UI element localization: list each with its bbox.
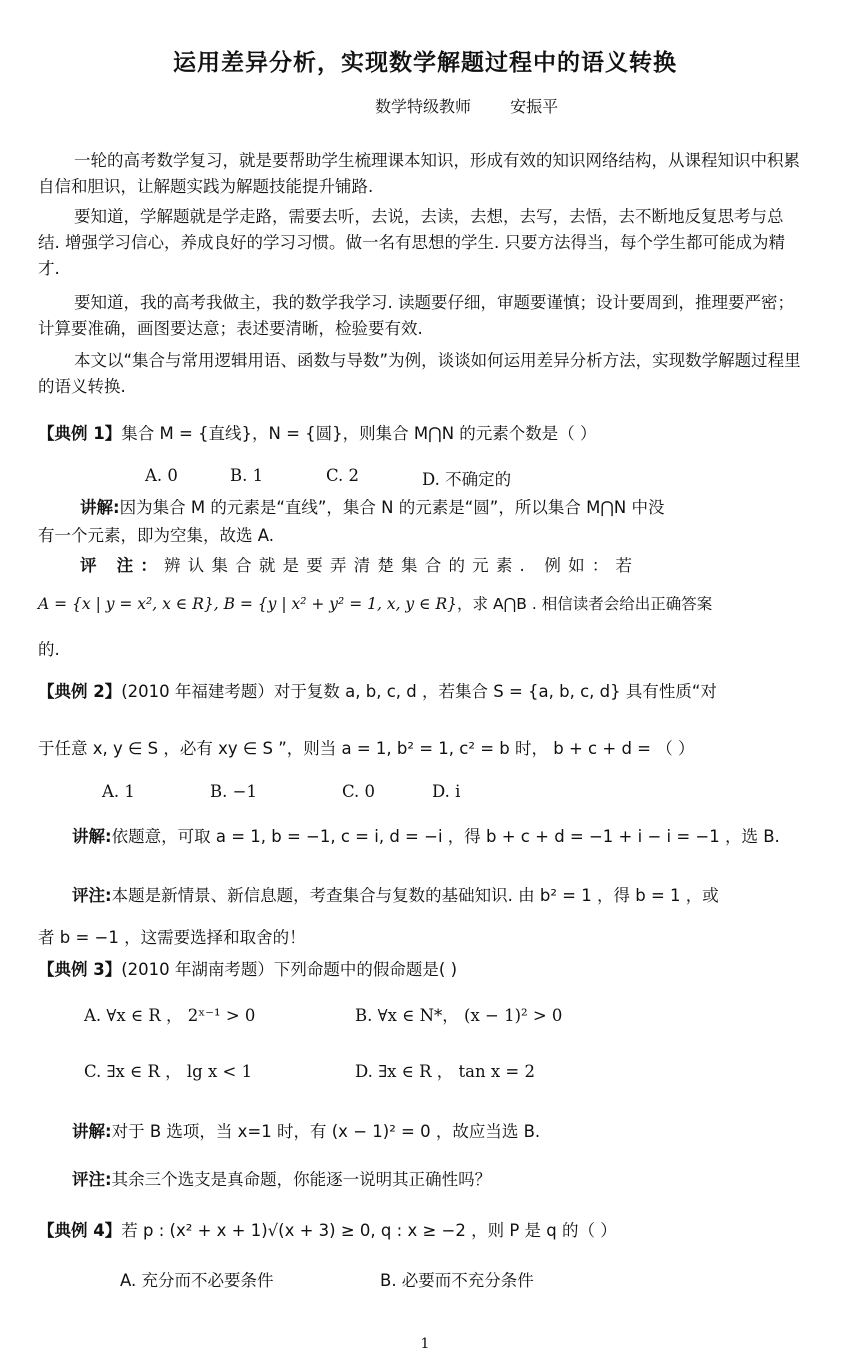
intro-paragraph: 一轮的高考数学复习，就是要帮助学生梳理课本知识，形成有效的知识网络结构，从课程知识中积累自信和胆识，让解题实践为解题技能提升铺路. bbox=[38, 151, 800, 196]
example-stem-text: (2010 年湖南考题）下列命题中的假命题是( ) bbox=[121, 960, 458, 979]
comment-line bbox=[72, 1166, 802, 1190]
explanation-line: 有一个元素，即为空集，故选 A. bbox=[38, 526, 274, 545]
comment-line bbox=[80, 552, 800, 576]
example-stem-text: 集合 M = {直线}，N = {圆}，则集合 M⋂N 的元素个数是（ ） bbox=[121, 424, 597, 443]
option-b: B. −1 bbox=[210, 782, 257, 801]
explanation-text: 因为集合 M 的元素是“直线”，集合 N 的元素是“圆”，所以集合 M⋂N 中没 bbox=[119, 498, 665, 517]
option-b: B. 1 bbox=[230, 466, 264, 485]
intro-paragraph: 要知道，学解题就是学走路，需要去听，去说，去读，去想，去写，去悟，去不断地反复思考与总结. 增强学习信心，养成良好的学习习惯。做一名有思想的学生. 只要方法得当，每个学生都可能成为精才. bbox=[38, 207, 785, 278]
example-label: 【典例 2】 bbox=[38, 682, 122, 701]
option-a: A. 0 bbox=[145, 466, 178, 485]
example-4-stem bbox=[38, 1217, 808, 1241]
option-d: D. ∃x ∈ R ， tan x = 2 bbox=[355, 1062, 535, 1081]
author-line bbox=[375, 94, 558, 117]
comment-line bbox=[72, 882, 802, 906]
intro-paragraph: 要知道，我的高考我做主，我的数学我学习. 读题要仔细，审题要谨慎；设计要周到，推理要严密；计算要准确，画图要达意；表述要清晰，检验要有效. bbox=[38, 293, 794, 338]
example-2-stem: 于任意 x, y ∈ S ，必有 xy ∈ S ”，则当 a = 1, b² = 1, c² = b 时， b + c + d = （ ） bbox=[38, 739, 695, 758]
comment-text: ，求 A⋂B . 相信读者会给出正确答案 bbox=[457, 595, 713, 613]
option-c: C. 0 bbox=[342, 782, 376, 801]
comment-text: 其余三个选支是真命题，你能逐一说明其正确性吗？ bbox=[111, 1170, 492, 1189]
example-label: 【典例 3】 bbox=[38, 960, 122, 979]
example-stem-text: 若 p : (x² + x + 1)√(x + 3) ≥ 0, q : x ≥ −2 ，则 P 是 q 的（ ） bbox=[121, 1221, 617, 1240]
explanation-text: 依题意，可取 a = 1, b = −1, c = i, d = −i ，得 b + c + d = −1 + i − i = −1 ，选 B. bbox=[111, 827, 780, 846]
set-definition-math: A = {x | y = x², x ∈ R}, B = {y | x² + y² = 1, x, y ∈ R} bbox=[38, 595, 458, 613]
example-label: 【典例 1】 bbox=[38, 424, 122, 443]
explanation-text: 对于 B 选项，当 x=1 时，有 (x − 1)² = 0 ，故应当选 B. bbox=[111, 1122, 541, 1141]
comment-label: 评注: bbox=[72, 886, 112, 905]
option-a: A. ∀x ∈ R ， 2ˣ⁻¹ > 0 bbox=[84, 1006, 256, 1025]
option-d: D. 不确定的 bbox=[422, 470, 512, 489]
intro-paragraph: 本文以“集合与常用逻辑用语、函数与导数”为例，谈谈如何运用差异分析方法，实现数学解题过程里的语义转换. bbox=[38, 351, 801, 396]
option-a: A. 1 bbox=[102, 782, 135, 801]
option-d: D. i bbox=[432, 782, 461, 801]
explanation-line bbox=[72, 1118, 802, 1142]
author-name: 安振平 bbox=[510, 97, 559, 116]
example-3-stem bbox=[38, 956, 808, 980]
explanation-line bbox=[72, 823, 802, 847]
example-stem-text: (2010 年福建考题）对于复数 a, b, c, d ，若集合 S = {a, b, c, d} 具有性质“对 bbox=[121, 682, 717, 701]
comment-text: 辨认集合就是要弄清楚集合的元素. 例如：若 bbox=[164, 556, 640, 575]
option-b: B. 必要而不充分条件 bbox=[380, 1271, 534, 1290]
option-a: A. 充分而不必要条件 bbox=[120, 1271, 274, 1290]
option-c: C. 2 bbox=[326, 466, 360, 485]
comment-label: 评注: bbox=[72, 1170, 112, 1189]
comment-line: 的. bbox=[38, 640, 60, 659]
comment-text: 本题是新情景、新信息题，考查集合与复数的基础知识. 由 b² = 1 ，得 b = 1 ，或 bbox=[111, 886, 719, 905]
page-title: 运用差异分析，实现数学解题过程中的语义转换 bbox=[173, 50, 677, 76]
example-2-stem bbox=[38, 678, 808, 702]
explanation-label: 讲解: bbox=[80, 498, 120, 517]
comment-line bbox=[38, 592, 808, 614]
example-1-stem bbox=[38, 420, 808, 444]
example-label: 【典例 4】 bbox=[38, 1221, 122, 1240]
option-c: C. ∃x ∈ R ， lg x < 1 bbox=[84, 1062, 253, 1081]
explanation-line bbox=[80, 494, 800, 518]
comment-label: 评 注： bbox=[80, 556, 165, 575]
comment-line: 者 b = −1 ，这需要选择和取舍的！ bbox=[38, 928, 306, 947]
explanation-label: 讲解: bbox=[72, 1122, 112, 1141]
option-b: B. ∀x ∈ N*， (x − 1)² > 0 bbox=[355, 1006, 563, 1025]
page-number: 1 bbox=[420, 1336, 430, 1352]
author-role: 数学特级教师 bbox=[375, 97, 472, 116]
explanation-label: 讲解: bbox=[72, 827, 112, 846]
